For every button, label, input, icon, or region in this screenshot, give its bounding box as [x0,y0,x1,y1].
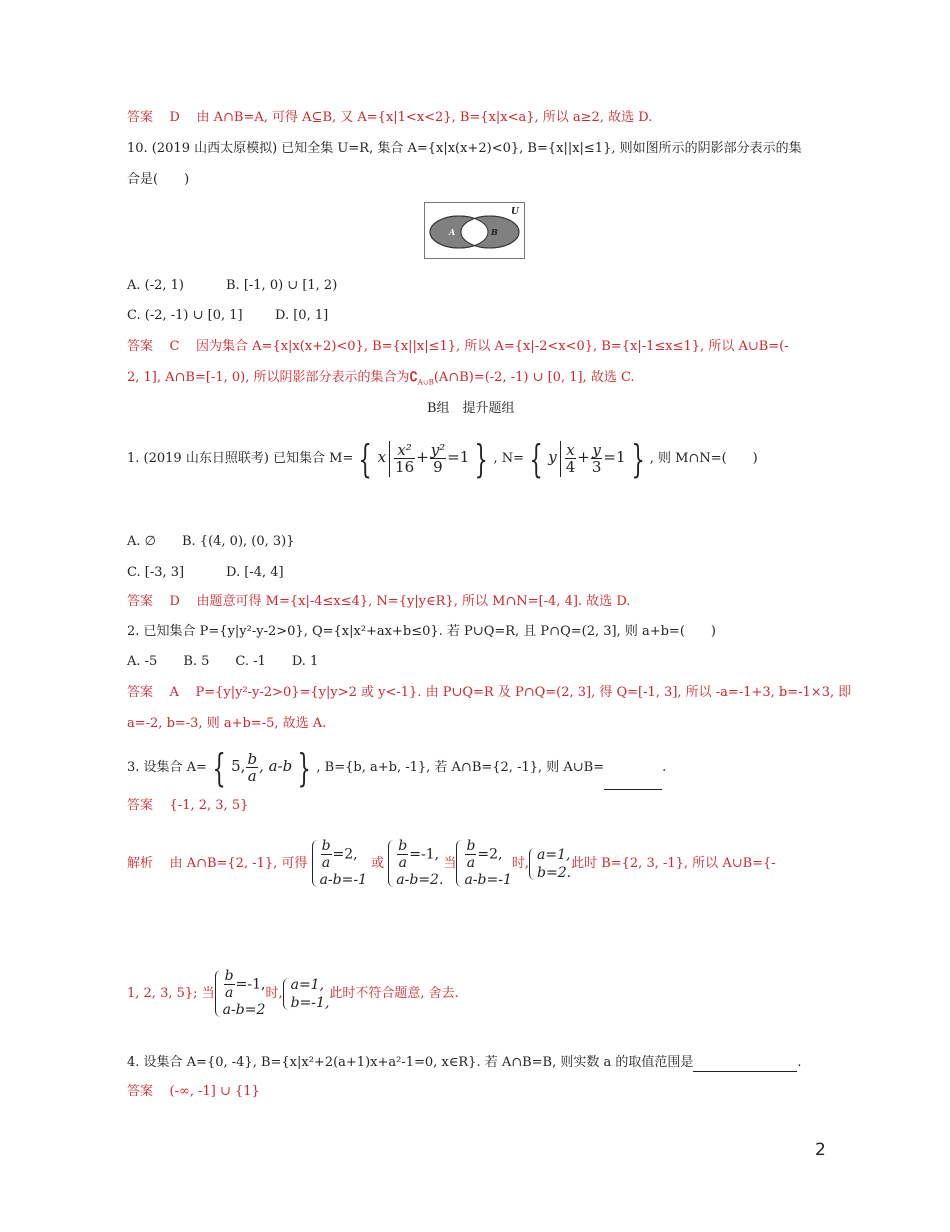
right-brace: } [474,436,489,481]
left-brace: { [212,745,226,790]
b1-stem: 1. (2019 山东日照联考) 已知集合 M= { x $\frac{\text{x²}}{16}$ + $\frac{\text{y²}}{9}$ =1 } , N= { y $\frac{x}{4}$ + $\frac{y}{3}$ =1 } , 则 M∩N=( ) [127,436,758,481]
b1-stem-prefix: 1. (2019 山东日照联考) 已知集合 M= [127,451,354,466]
fraction: $\frac{x}{4}$ [565,441,576,476]
set-bar [389,441,390,477]
answer-label: 答案 [127,339,154,354]
answer-choice: D [169,110,180,125]
fraction: $\frac{\text{y²}}{9}$ [430,441,446,476]
left-brace: { [358,436,373,481]
q10-answer-line2 [127,369,635,392]
b3-stem: 3. 设集合 A= { 5, $\frac{b}{a}$ , a-b } , B={b, a+b, -1}, 若 A∩B={2, -1}, 则 A∪B= . [127,745,667,790]
analysis-label: 解析 [127,856,154,871]
q10-option-d: D. [0, 1] [275,308,329,323]
left-brace: { [529,436,543,481]
b1-options-ab: A. ∅ B. {(4, 0), (0, 3)} [127,534,295,549]
equation-system: $\frac{b}{a}$ =2, a-b=-1 [456,838,511,889]
solution-system: a=1, b=2. [529,846,571,882]
q10-answer-line1 [127,338,789,356]
b2-stem: 2. 已知集合 P={y|y²-y-2>0}, Q={x|x²+ax+b≤0}. 若 P∪Q=R, 且 P∩Q=(2, 3], 则 a+b=( ) [127,624,716,639]
complement-symbol: ∁ [409,370,418,385]
set-m-variable: x [377,448,387,466]
answer-label: 答案 [127,685,154,700]
equation-system: $\frac{b}{a}$ =-1, a-b=2. [388,838,443,889]
b2-answer-line1 [127,684,851,702]
fraction: $\frac{\text{x²}}{16}$ [395,441,415,476]
answer-label: 答案 [127,110,154,125]
q10-option-b: B. [-1, 0) ∪ [1, 2) [226,278,338,293]
b1-option-c: C. [-3, 3] [127,565,185,580]
group-b-title: B组 提升题组 [427,401,515,416]
equation-system: $\frac{b}{a}$ =2, a-b=-1 [312,838,367,889]
universe-label: U [511,207,519,217]
answer-choice: D [169,594,180,609]
fraction: $\frac{y}{3}$ [591,441,602,476]
b2-answer-line2: a=-2, b=-3, 则 a+b=-5, 故选 A. [127,716,327,731]
b2-options: A. -5 B. 5 C. -1 D. 1 [127,654,319,669]
complement-subscript: A∪B [417,378,434,387]
right-brace: } [630,436,645,481]
set-bar [560,441,561,477]
answer-label: 答案 [127,594,154,609]
answer-value: {-1, 2, 3, 5} [169,798,249,813]
answer-text: 因为集合 A={x|x(x+2)<0}, B={x||x|≤1}, 所以 A={x|-2<x<0}, B={x|-1≤x≤1}, 所以 A∪B=(- [196,339,789,354]
answer-label: 答案 [127,1084,154,1099]
set-a-label: A [449,227,456,237]
answer-choice: C [169,339,180,354]
answer-blank[interactable] [693,1057,797,1072]
answer-blank[interactable] [604,789,662,790]
q10-stem-line2: 合是( ) [127,172,190,187]
solution-system: a=1, b=-1, [283,976,330,1012]
fraction: $\frac{b}{a}$ [247,750,258,785]
b4-answer-line [127,1083,260,1101]
q10-option-c: C. (-2, -1) ∪ [0, 1] [127,308,243,323]
b4-stem: 4. 设集合 A={0, -4}, B={x|x²+2(a+1)x+a²-1=0, x∈R}. 若 A∩B=B, 则实数 a 的取值范围是 . [127,1055,802,1070]
b1-answer-line [127,593,630,611]
set-n-variable: y [548,448,557,466]
answer-text: 2, 1], A∩B=[-1, 0), 所以阴影部分表示的集合为 [127,370,410,385]
q9-answer-line [127,109,652,127]
answer-text: (A∩B)=(-2, -1) ∪ [0, 1], 故选 C. [433,370,635,385]
page-number: 2 [815,1140,826,1160]
venn-diagram [424,202,525,259]
b3-stem-prefix: 3. 设集合 A= [127,760,207,775]
q10-option-a: A. (-2, 1) [127,278,184,293]
q10-stem-line1: 10. (2019 山西太原模拟) 已知全集 U=R, 集合 A={x|x(x+2)<0}, B={x||x|≤1}, 则如图所示的阴影部分表示的集 [127,141,802,156]
answer-value: (-∞, -1] ∪ {1} [169,1084,260,1099]
answer-text: 由题意可得 M={x|-4≤x≤4}, N={y|y∈R}, 所以 M∩N=[-4, 4]. 故选 D. [196,594,631,609]
venn-svg [425,203,523,257]
answer-choice: A [169,685,179,700]
b3-analysis-line2: 1, 2, 3, 5}; 当 $\frac{b}{a}$ =-1, a-b=2 时, a=1, b=-1, 此时不符合题意, 舍去. [127,968,459,1018]
right-brace: } [297,745,311,790]
set-b-label: B [491,227,498,237]
answer-text: P={y|y²-y-2>0}={y|y>2 或 y<-1}. 由 P∪Q=R 及 P∩Q=(2, 3], 得 Q=[-1, 3], 所以 -a=-1+3, b=-1×3, 即 [195,685,852,700]
b1-option-d: D. [-4, 4] [226,565,284,580]
b3-answer-line [127,797,248,815]
equation-system: $\frac{b}{a}$ =-1, a-b=2 [215,968,266,1019]
answer-label: 答案 [127,798,154,813]
b3-analysis-line1: 解析 由 A∩B={2, -1}, 可得 $\frac{b}{a}$ =2, a-b=-1 或 $\frac{b}{a}$ =-1, a-b=2. 当 $\frac{b}{a}$ =2, a-b=-1 时, a=1, b=2. 此时 B={2, 3, -1}, 所以 A∪B={- [127,838,776,888]
answer-text: 由 A∩B=A, 可得 A⊆B, 又 A={x|1<x<2}, B={x|x<a}, 所以 a≥2, 故选 D. [196,110,653,125]
